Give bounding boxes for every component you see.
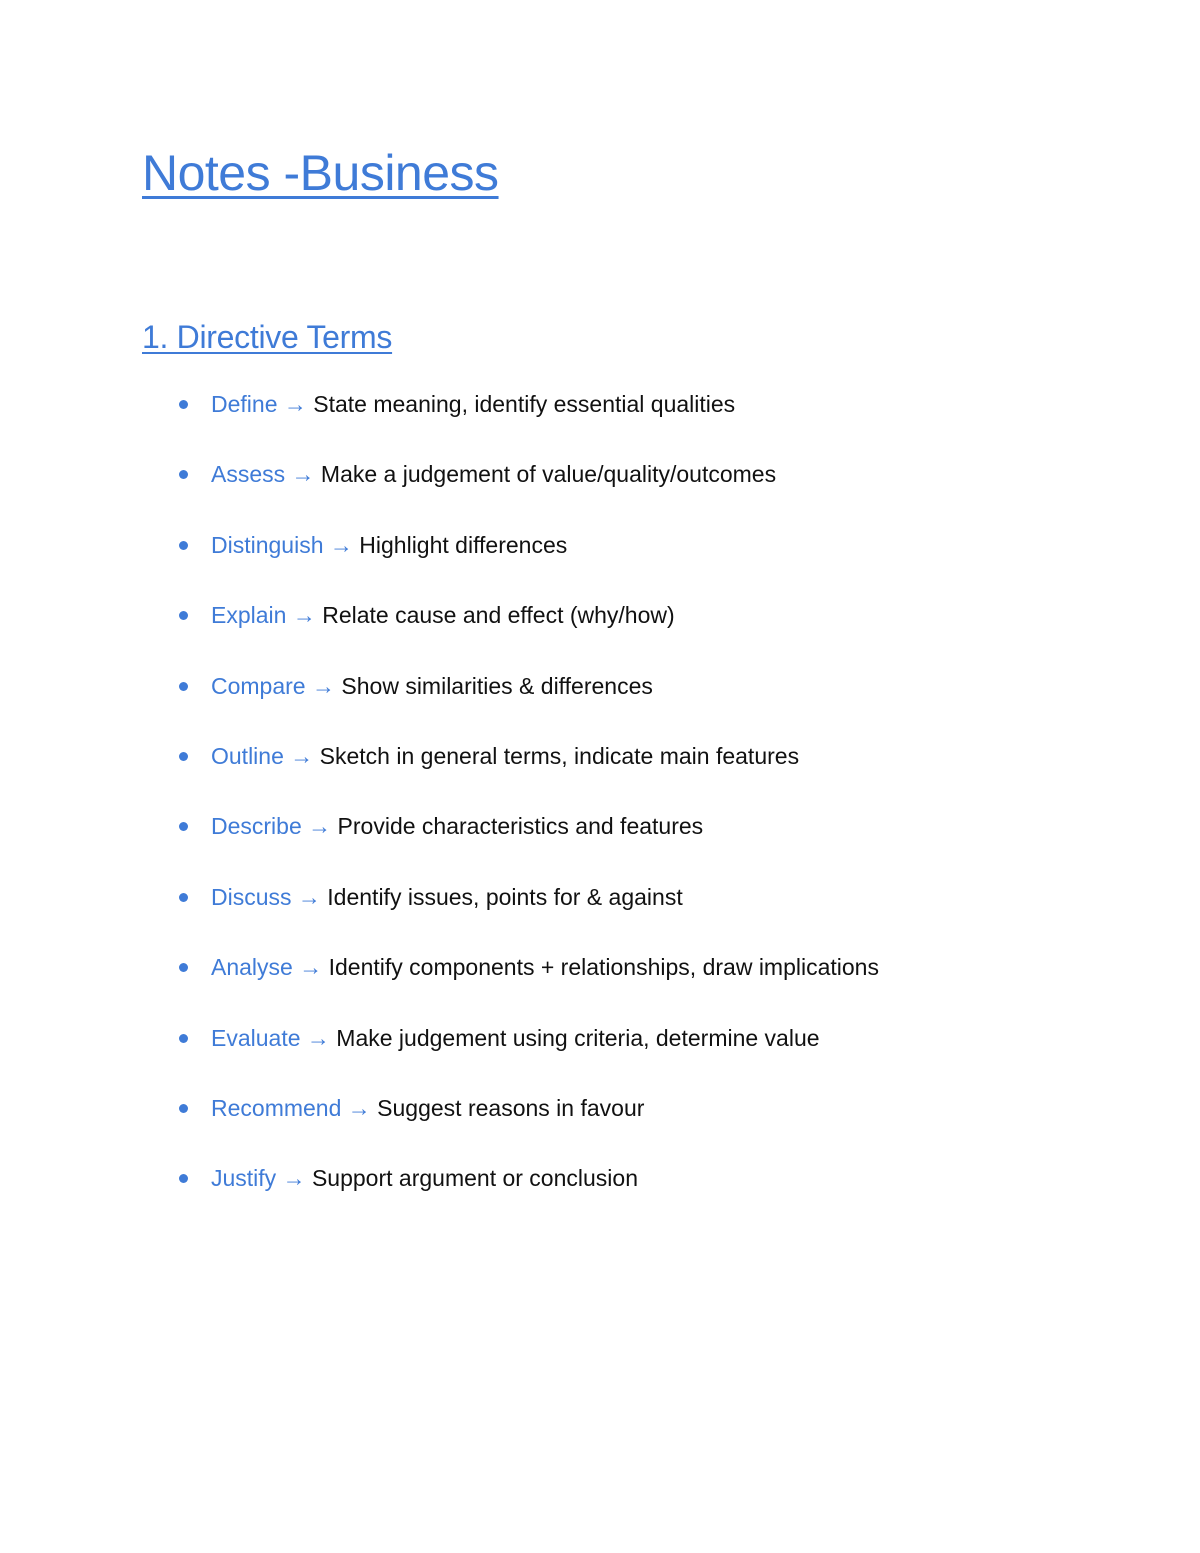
term-name: Distinguish [211, 531, 324, 558]
term-definition: Suggest reasons in favour [377, 1094, 645, 1121]
bullet-icon [179, 470, 188, 479]
term-definition: Sketch in general terms, indicate main features [319, 742, 800, 769]
bullet-icon [179, 1034, 188, 1043]
arrow-icon: → [341, 1094, 378, 1121]
list-item [0, 385, 1100, 455]
list-item [0, 1089, 1100, 1159]
term-name: Define [211, 391, 278, 417]
term-text [211, 455, 776, 493]
term-name: Explain [211, 602, 287, 629]
term-definition: Provide characteristics and features [337, 813, 704, 840]
list-item [0, 596, 1100, 666]
term-text [211, 385, 735, 423]
list-item [0, 455, 1100, 525]
term-name: Describe [211, 813, 302, 840]
term-text [211, 1089, 644, 1127]
term-definition: Identify components + relationships, draw implications [328, 954, 879, 981]
arrow-icon: → [285, 461, 321, 488]
page-title: Notes -Business [142, 145, 499, 201]
arrow-icon: → [283, 742, 320, 769]
bullet-icon [179, 1174, 188, 1183]
bullet-icon [179, 963, 188, 972]
term-definition: Support argument or conclusion [311, 1165, 638, 1192]
arrow-icon: → [300, 1024, 337, 1051]
term-text [211, 878, 683, 916]
term-definition: Highlight differences [359, 531, 568, 558]
bullet-icon [179, 893, 188, 902]
term-text [211, 667, 653, 705]
list-item [0, 948, 1100, 1018]
arrow-icon: → [292, 954, 329, 981]
arrow-icon: → [286, 602, 323, 629]
list-item [0, 878, 1100, 948]
arrow-icon: → [277, 391, 314, 417]
term-text [211, 526, 567, 564]
term-text [211, 596, 675, 634]
bullet-icon [179, 400, 188, 409]
arrow-icon: → [323, 531, 360, 558]
list-item [0, 807, 1100, 877]
list-item [0, 667, 1100, 737]
term-name: Outline [211, 742, 284, 769]
bullet-icon [179, 1104, 188, 1113]
term-text [211, 807, 703, 845]
list-item [0, 1019, 1100, 1089]
term-name: Assess [211, 461, 286, 488]
term-name: Discuss [211, 883, 292, 910]
term-name: Recommend [211, 1094, 342, 1121]
directive-terms-list [0, 385, 1100, 1230]
section-heading: 1. Directive Terms [142, 319, 393, 355]
bullet-icon [179, 752, 188, 761]
term-name: Justify [211, 1165, 277, 1192]
bullet-icon [179, 822, 188, 831]
term-text [211, 948, 879, 986]
term-definition: Make judgement using criteria, determine value [336, 1024, 820, 1051]
term-definition: Show similarities & differences [341, 672, 653, 699]
list-item [0, 1159, 1100, 1229]
term-name: Compare [211, 672, 306, 699]
term-definition: Identify issues, points for & against [327, 883, 683, 910]
term-text [211, 1019, 820, 1057]
bullet-icon [179, 682, 188, 691]
bullet-icon [179, 611, 188, 620]
term-text [211, 737, 799, 775]
term-name: Analyse [211, 954, 293, 981]
bullet-icon [179, 541, 188, 550]
arrow-icon: → [291, 883, 328, 910]
arrow-icon: → [305, 672, 342, 699]
arrow-icon: → [276, 1165, 312, 1192]
list-item [0, 526, 1100, 596]
term-text [211, 1159, 638, 1197]
arrow-icon: → [301, 813, 338, 840]
term-name: Evaluate [211, 1024, 301, 1051]
list-item [0, 737, 1100, 807]
term-definition: Relate cause and effect (why/how) [322, 602, 675, 629]
term-definition: Make a judgement of value/quality/outcomes [320, 461, 777, 488]
term-definition: State meaning, identify essential qualities [313, 391, 736, 417]
